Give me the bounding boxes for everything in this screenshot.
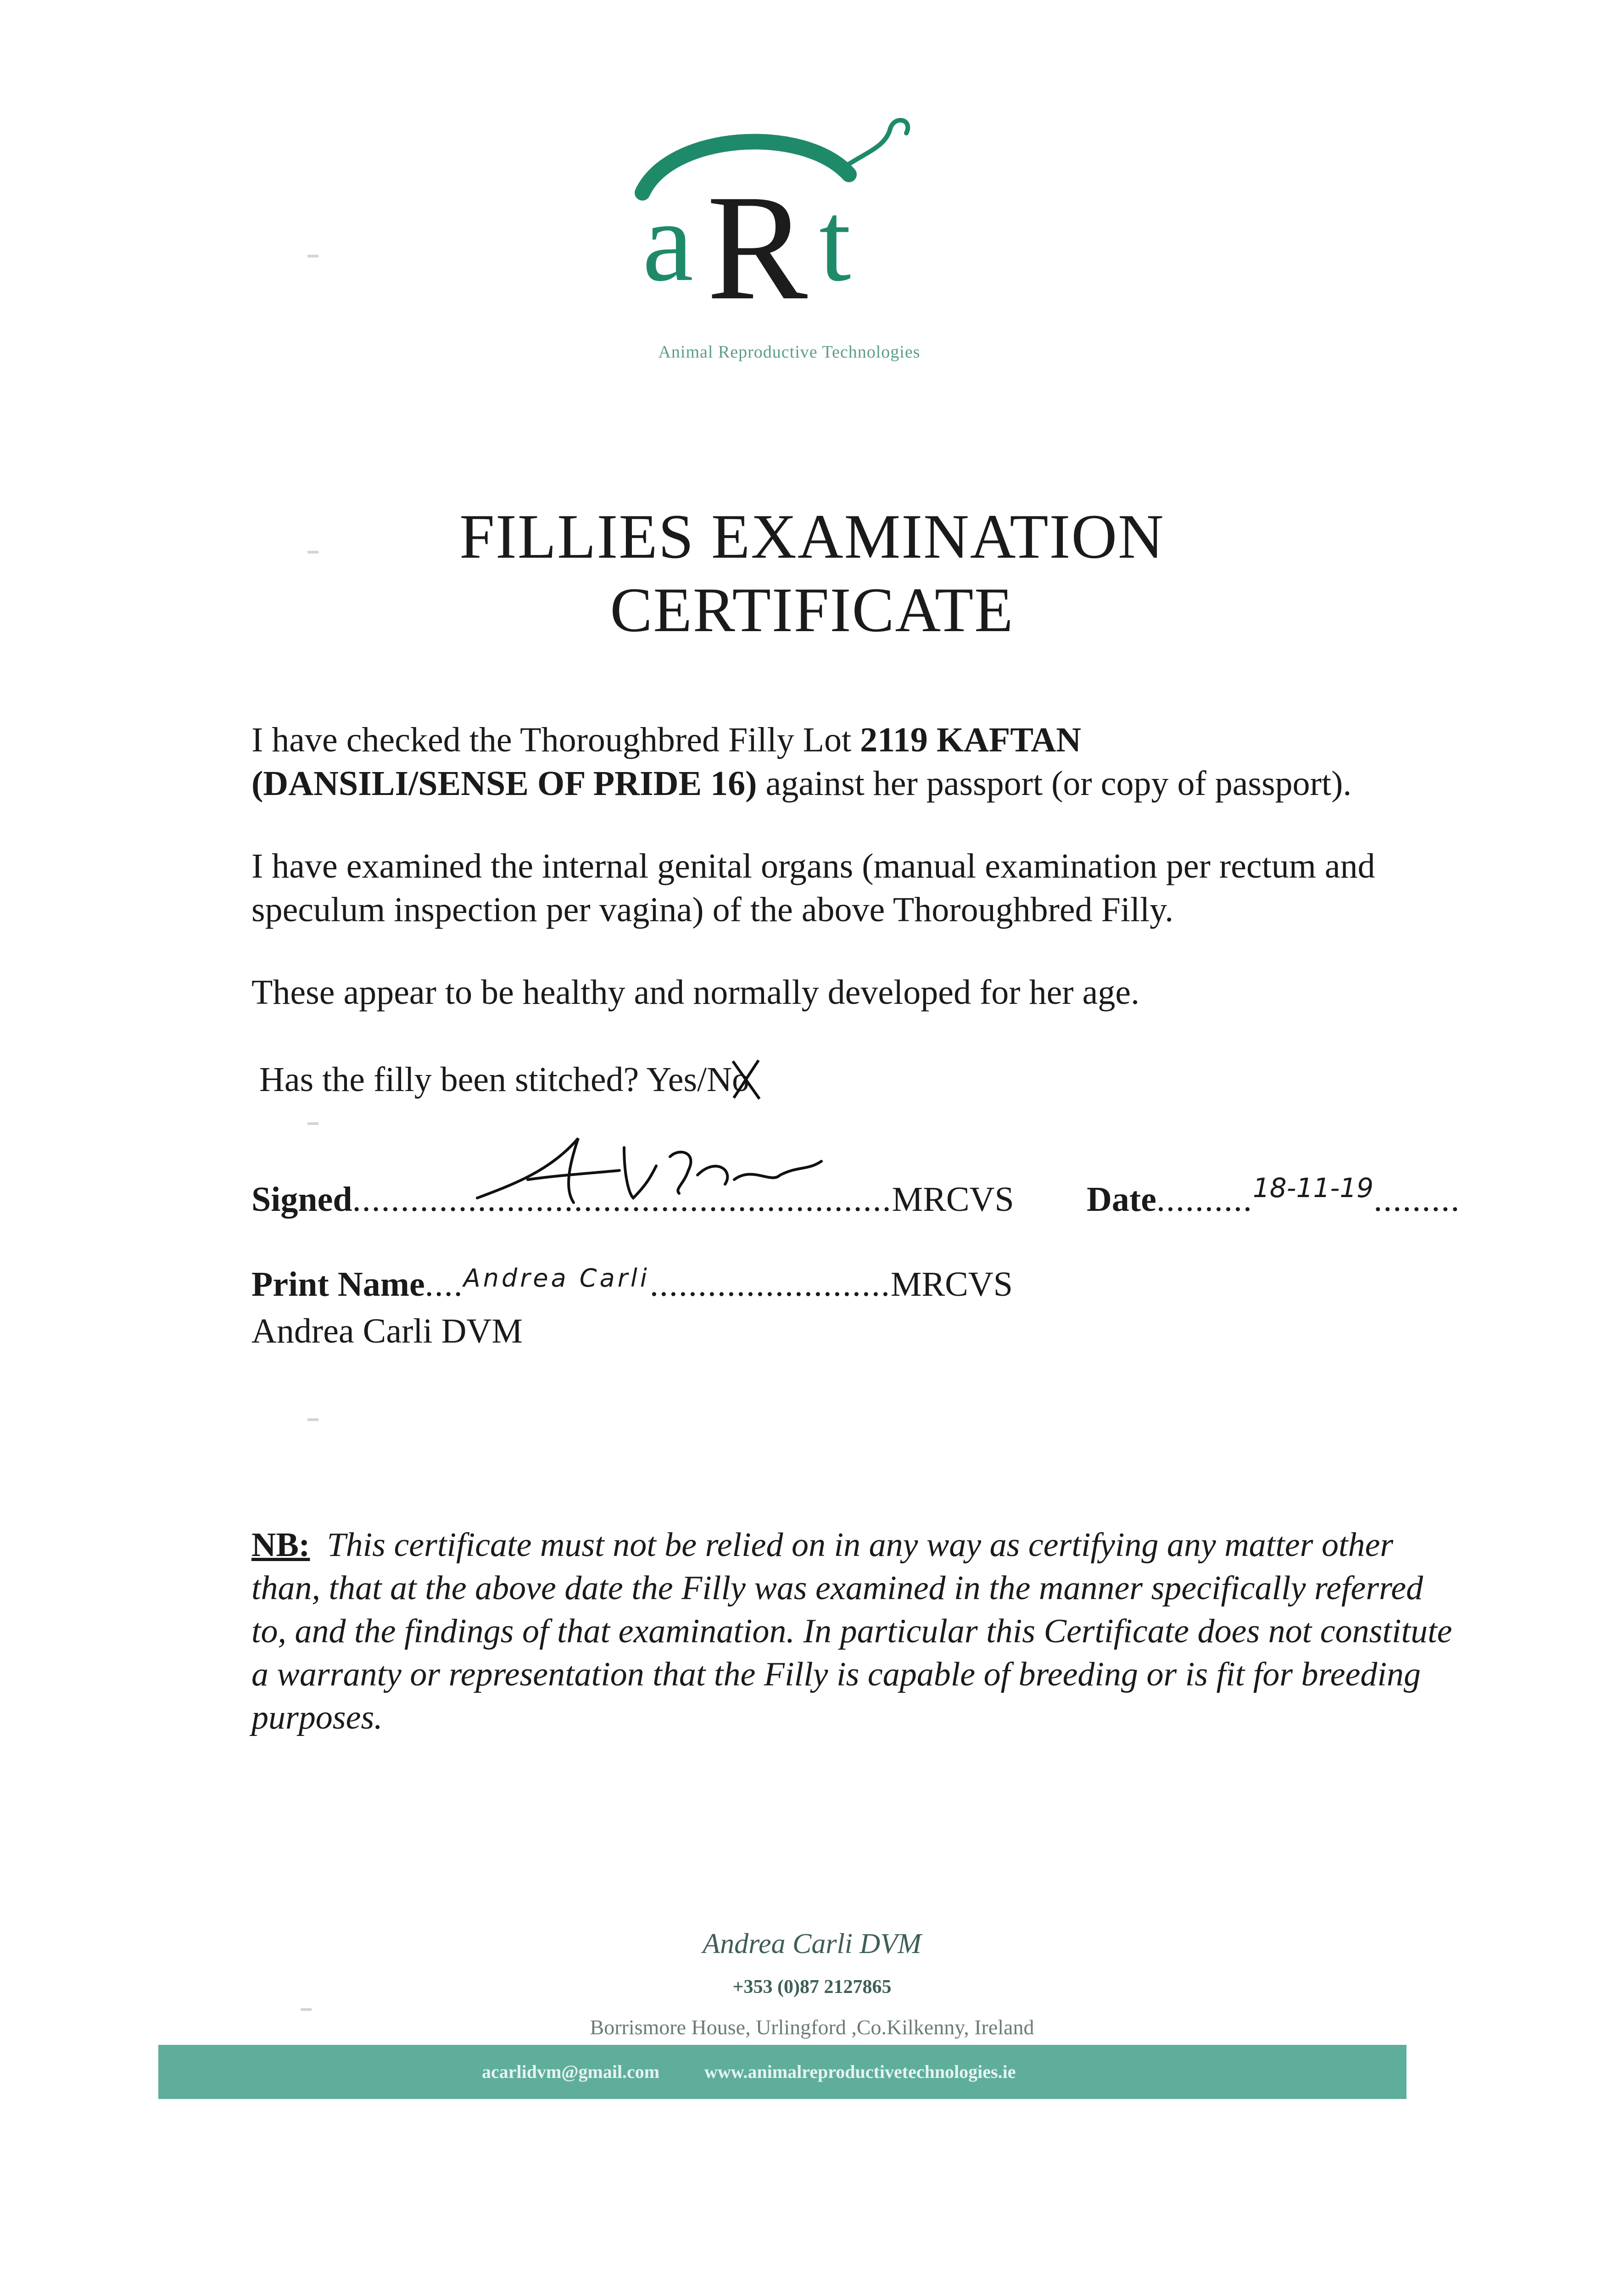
logo-subtitle: Animal Reproductive Technologies <box>658 342 921 362</box>
scan-speck <box>301 2008 312 2011</box>
handwritten-date: 18-11-19 <box>1252 1172 1374 1203</box>
date-dots-before: .......... <box>1156 1180 1253 1219</box>
signed-dots: ........................................................ <box>352 1180 892 1219</box>
print-dots-before: .... <box>424 1265 463 1304</box>
certificate-title-line1: FILLIES EXAMINATION <box>459 501 1165 571</box>
filly-pedigree: (DANSILI/SENSE OF PRIDE 16) <box>251 764 757 803</box>
svg-text:t: t <box>819 178 851 305</box>
nb-label: NB: <box>251 1526 310 1564</box>
date-dots-after: ......... <box>1373 1180 1461 1219</box>
print-dots-after: ......................... <box>649 1265 891 1304</box>
cross-out-mark-icon <box>729 1057 763 1103</box>
footer-phone: +353 (0)87 2127865 <box>732 1976 892 1998</box>
handwritten-signature <box>459 1129 835 1221</box>
footer-vet-name: Andrea Carli DVM <box>703 1928 921 1959</box>
footer-address: Borrismore House, Urlingford ,Co.Kilkenny, Ireland <box>590 2015 1034 2039</box>
stitched-crossed-letter: o <box>732 1060 750 1099</box>
examination-paragraph: I have examined the internal genital organs (manual examination per rectum and speculum inspection per vagina) of the above Thoroughbred Filly. <box>251 847 1375 929</box>
scan-speck <box>307 1418 318 1421</box>
scan-speck <box>307 1122 318 1125</box>
signed-label: Signed <box>251 1180 352 1219</box>
art-logo <box>610 115 959 372</box>
scan-speck <box>307 551 318 554</box>
svg-text:a: a <box>642 178 693 305</box>
passport-check-paragraph <box>251 718 1445 806</box>
stitched-question-text: Has the filly been stitched? Yes/N <box>259 1060 732 1099</box>
passport-check-text-a: I have checked the Thoroughbred Filly Lot <box>251 721 860 759</box>
handwritten-print-name: Andrea Carli <box>463 1264 650 1293</box>
print-mrcvs: MRCVS <box>890 1265 1013 1304</box>
footer-email: acarlidvm@gmail.com <box>482 2061 660 2082</box>
passport-check-text-d: against her passport (or copy of passport). <box>757 764 1352 803</box>
signed-mrcvs: MRCVS <box>892 1180 1014 1219</box>
print-name-line <box>251 1264 1013 1304</box>
nb-disclaimer <box>251 1524 1454 1740</box>
findings-paragraph: These appear to be healthy and normally developed for her age. <box>251 973 1140 1012</box>
print-name-label: Print Name <box>251 1265 425 1304</box>
lot-number: 2119 KAFTAN <box>860 721 1082 759</box>
footer-website: www.animalreproductivetechnologies.ie <box>704 2061 1016 2082</box>
nb-text: This certificate must not be relied on in any way as certifying any matter other than, that at the above date the Filly was examined in the manner specifically referred to, and the findings of that examination. In particular this Certificate does not constitute a warranty or representation that the Filly is capable of breeding or is fit for breeding purposes. <box>251 1526 1452 1736</box>
typed-vet-name: Andrea Carli DVM <box>251 1312 523 1350</box>
stitched-question <box>259 1058 749 1102</box>
date-line <box>1087 1172 1461 1219</box>
scan-speck <box>307 255 318 257</box>
certificate-title-line2: CERTIFICATE <box>610 575 1014 645</box>
date-label: Date <box>1087 1180 1156 1219</box>
svg-text:R: R <box>707 164 808 331</box>
